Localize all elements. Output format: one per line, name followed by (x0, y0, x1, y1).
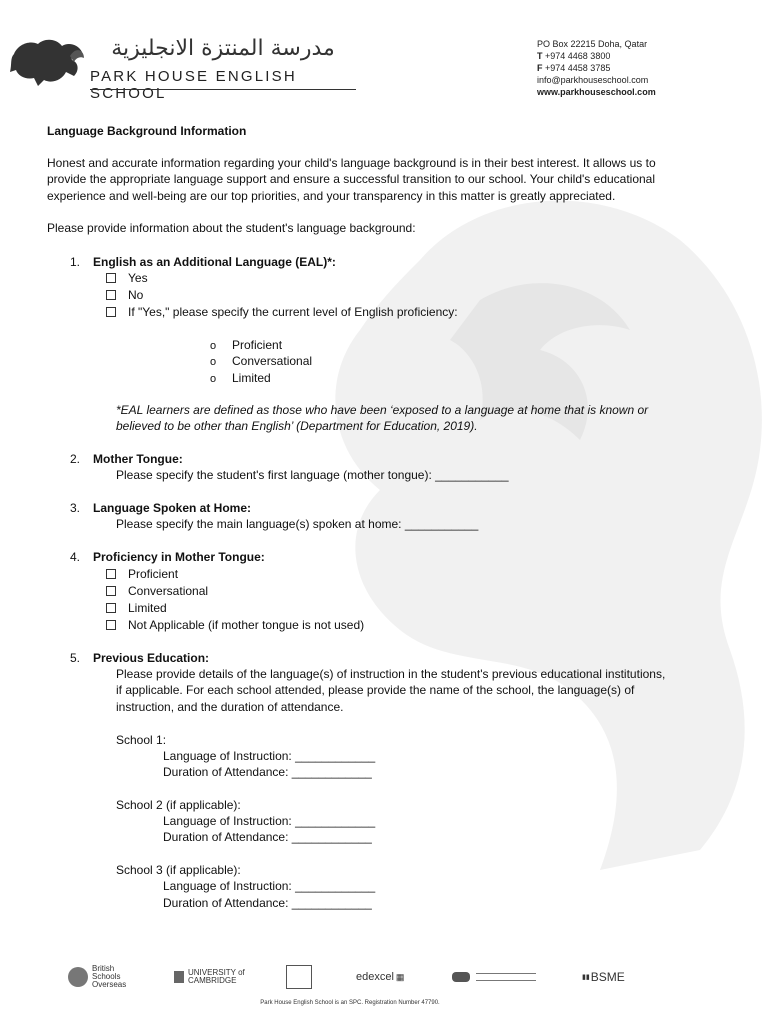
q5-number: 5. (70, 651, 81, 665)
phone-line: T +974 4468 3800 (537, 51, 611, 61)
accreditation-logos (68, 964, 638, 994)
q4-option-conversational[interactable]: Conversational (106, 584, 208, 598)
sec-logo (452, 964, 536, 990)
q1-option-specify[interactable]: If "Yes," please specify the current level of English proficiency: (106, 305, 458, 319)
crest-icon (174, 971, 184, 983)
grid-logo-icon (286, 965, 312, 989)
website-link[interactable]: www.parkhouseschool.com (537, 87, 656, 97)
arabic-school-name: مدرسة المنتزة الانجليزية (111, 36, 335, 61)
q1-sub-conversational[interactable]: o Conversational (210, 354, 313, 368)
circle-bullet-icon: o (210, 340, 217, 352)
intro-line-3: experience and well-being are our top priorities, and your transparency in this matter is greatly appreciated. (47, 189, 616, 203)
eal-note-line-1: *EAL learners are defined as those who have been ‘exposed to a language at home that is known or (116, 403, 649, 417)
globe-icon (68, 967, 88, 987)
logo-divider (90, 89, 356, 90)
intro-line-1: Honest and accurate information regarding your child's language background is in their best interest. It allows us to (47, 156, 656, 170)
school-2-label: School 2 (if applicable): (116, 798, 241, 812)
q3-label: Language Spoken at Home: (93, 501, 252, 515)
circle-bullet-icon: o (210, 373, 217, 385)
school-2-language-field[interactable]: Language of Instruction: ____________ (163, 814, 376, 828)
q5-text-line-1: Please provide details of the language(s) of instruction in the student's previous educational institutions, (116, 667, 666, 681)
school-logo (8, 36, 353, 102)
registration-footnote: Park House English School is an SPC. Registration Number 47790. (260, 1000, 440, 1006)
bsme-icon: ▮▮ (582, 974, 590, 981)
q4-label: Proficiency in Mother Tongue: (93, 550, 265, 564)
q1-sub-limited[interactable]: o Limited (210, 371, 271, 385)
q4-option-not-applicable[interactable]: Not Applicable (if mother tongue is not used) (106, 618, 364, 632)
circle-bullet-icon: o (210, 356, 217, 368)
cambridge-logo: UNIVERSITY of CAMBRIDGE (174, 964, 254, 990)
school-1-language-field[interactable]: Language of Instruction: ____________ (163, 749, 376, 763)
q1-number: 1. (70, 255, 81, 269)
school-1-duration-field[interactable]: Duration of Attendance: ____________ (163, 765, 372, 779)
edexcel-logo: edexcel ▦ (356, 971, 405, 983)
sec-logo-lines-icon (476, 973, 536, 981)
checkbox-icon[interactable] (106, 307, 116, 317)
grid-dots-icon: ▦ (395, 971, 405, 982)
q4-option-limited[interactable]: Limited (106, 601, 167, 615)
checkbox-icon[interactable] (106, 290, 116, 300)
checkbox-icon[interactable] (106, 273, 116, 283)
school-3-label: School 3 (if applicable): (116, 863, 241, 877)
checkbox-icon[interactable] (106, 603, 116, 613)
checkbox-icon[interactable] (106, 569, 116, 579)
q1-label: English as an Additional Language (EAL)*: (93, 255, 336, 269)
doc-title: Language Background Information (47, 124, 247, 138)
q2-label: Mother Tongue: (93, 452, 183, 466)
contact-block (537, 38, 656, 98)
q5-text-line-3: instruction, and the duration of attendance. (116, 700, 344, 714)
po-box: PO Box 22215 Doha, Qatar (537, 39, 648, 49)
school-2-duration-field[interactable]: Duration of Attendance: ____________ (163, 830, 372, 844)
q4-number: 4. (70, 550, 81, 564)
q1-option-no[interactable]: No (106, 288, 143, 302)
school-3-language-field[interactable]: Language of Instruction: ____________ (163, 879, 376, 893)
bso-logo: British Schools Overseas (68, 964, 132, 990)
q2-number: 2. (70, 452, 81, 466)
school-1-label: School 1: (116, 733, 167, 747)
school-3-duration-field[interactable]: Duration of Attendance: ____________ (163, 896, 372, 910)
partner-logo (286, 964, 312, 990)
prompt-text: Please provide information about the student's language background: (47, 221, 416, 235)
fax-line: F +974 4458 3785 (537, 63, 611, 73)
lion-small-icon (452, 972, 470, 982)
q3-number: 3. (70, 501, 81, 515)
q5-label: Previous Education: (93, 651, 210, 665)
intro-line-2: provide the appropriate language support and ensure a successful transition to our school. Your child's educational (47, 172, 656, 186)
school-name: PARK HOUSE ENGLISH SCHOOL (90, 68, 297, 102)
checkbox-icon[interactable] (106, 620, 116, 630)
q5-text-line-2: if applicable. For each school attended, please provide the name of the school, the language(s) of (116, 683, 635, 697)
checkbox-icon[interactable] (106, 586, 116, 596)
lion-logo-icon (8, 36, 86, 88)
q2-field[interactable]: Please specify the student's first language (mother tongue): ___________ (116, 468, 509, 482)
email-link[interactable]: info@parkhouseschool.com (537, 75, 649, 85)
q3-field[interactable]: Please specify the main language(s) spoken at home: ___________ (116, 517, 479, 531)
eal-note-line-2: believed to be other than English’ (Department for Education, 2019). (116, 419, 478, 433)
q1-sub-proficient[interactable]: o Proficient (210, 338, 283, 352)
q4-option-proficient[interactable]: Proficient (106, 567, 178, 581)
q1-option-yes[interactable]: Yes (106, 271, 148, 285)
bsme-logo: ▮▮ BSME (582, 970, 625, 984)
